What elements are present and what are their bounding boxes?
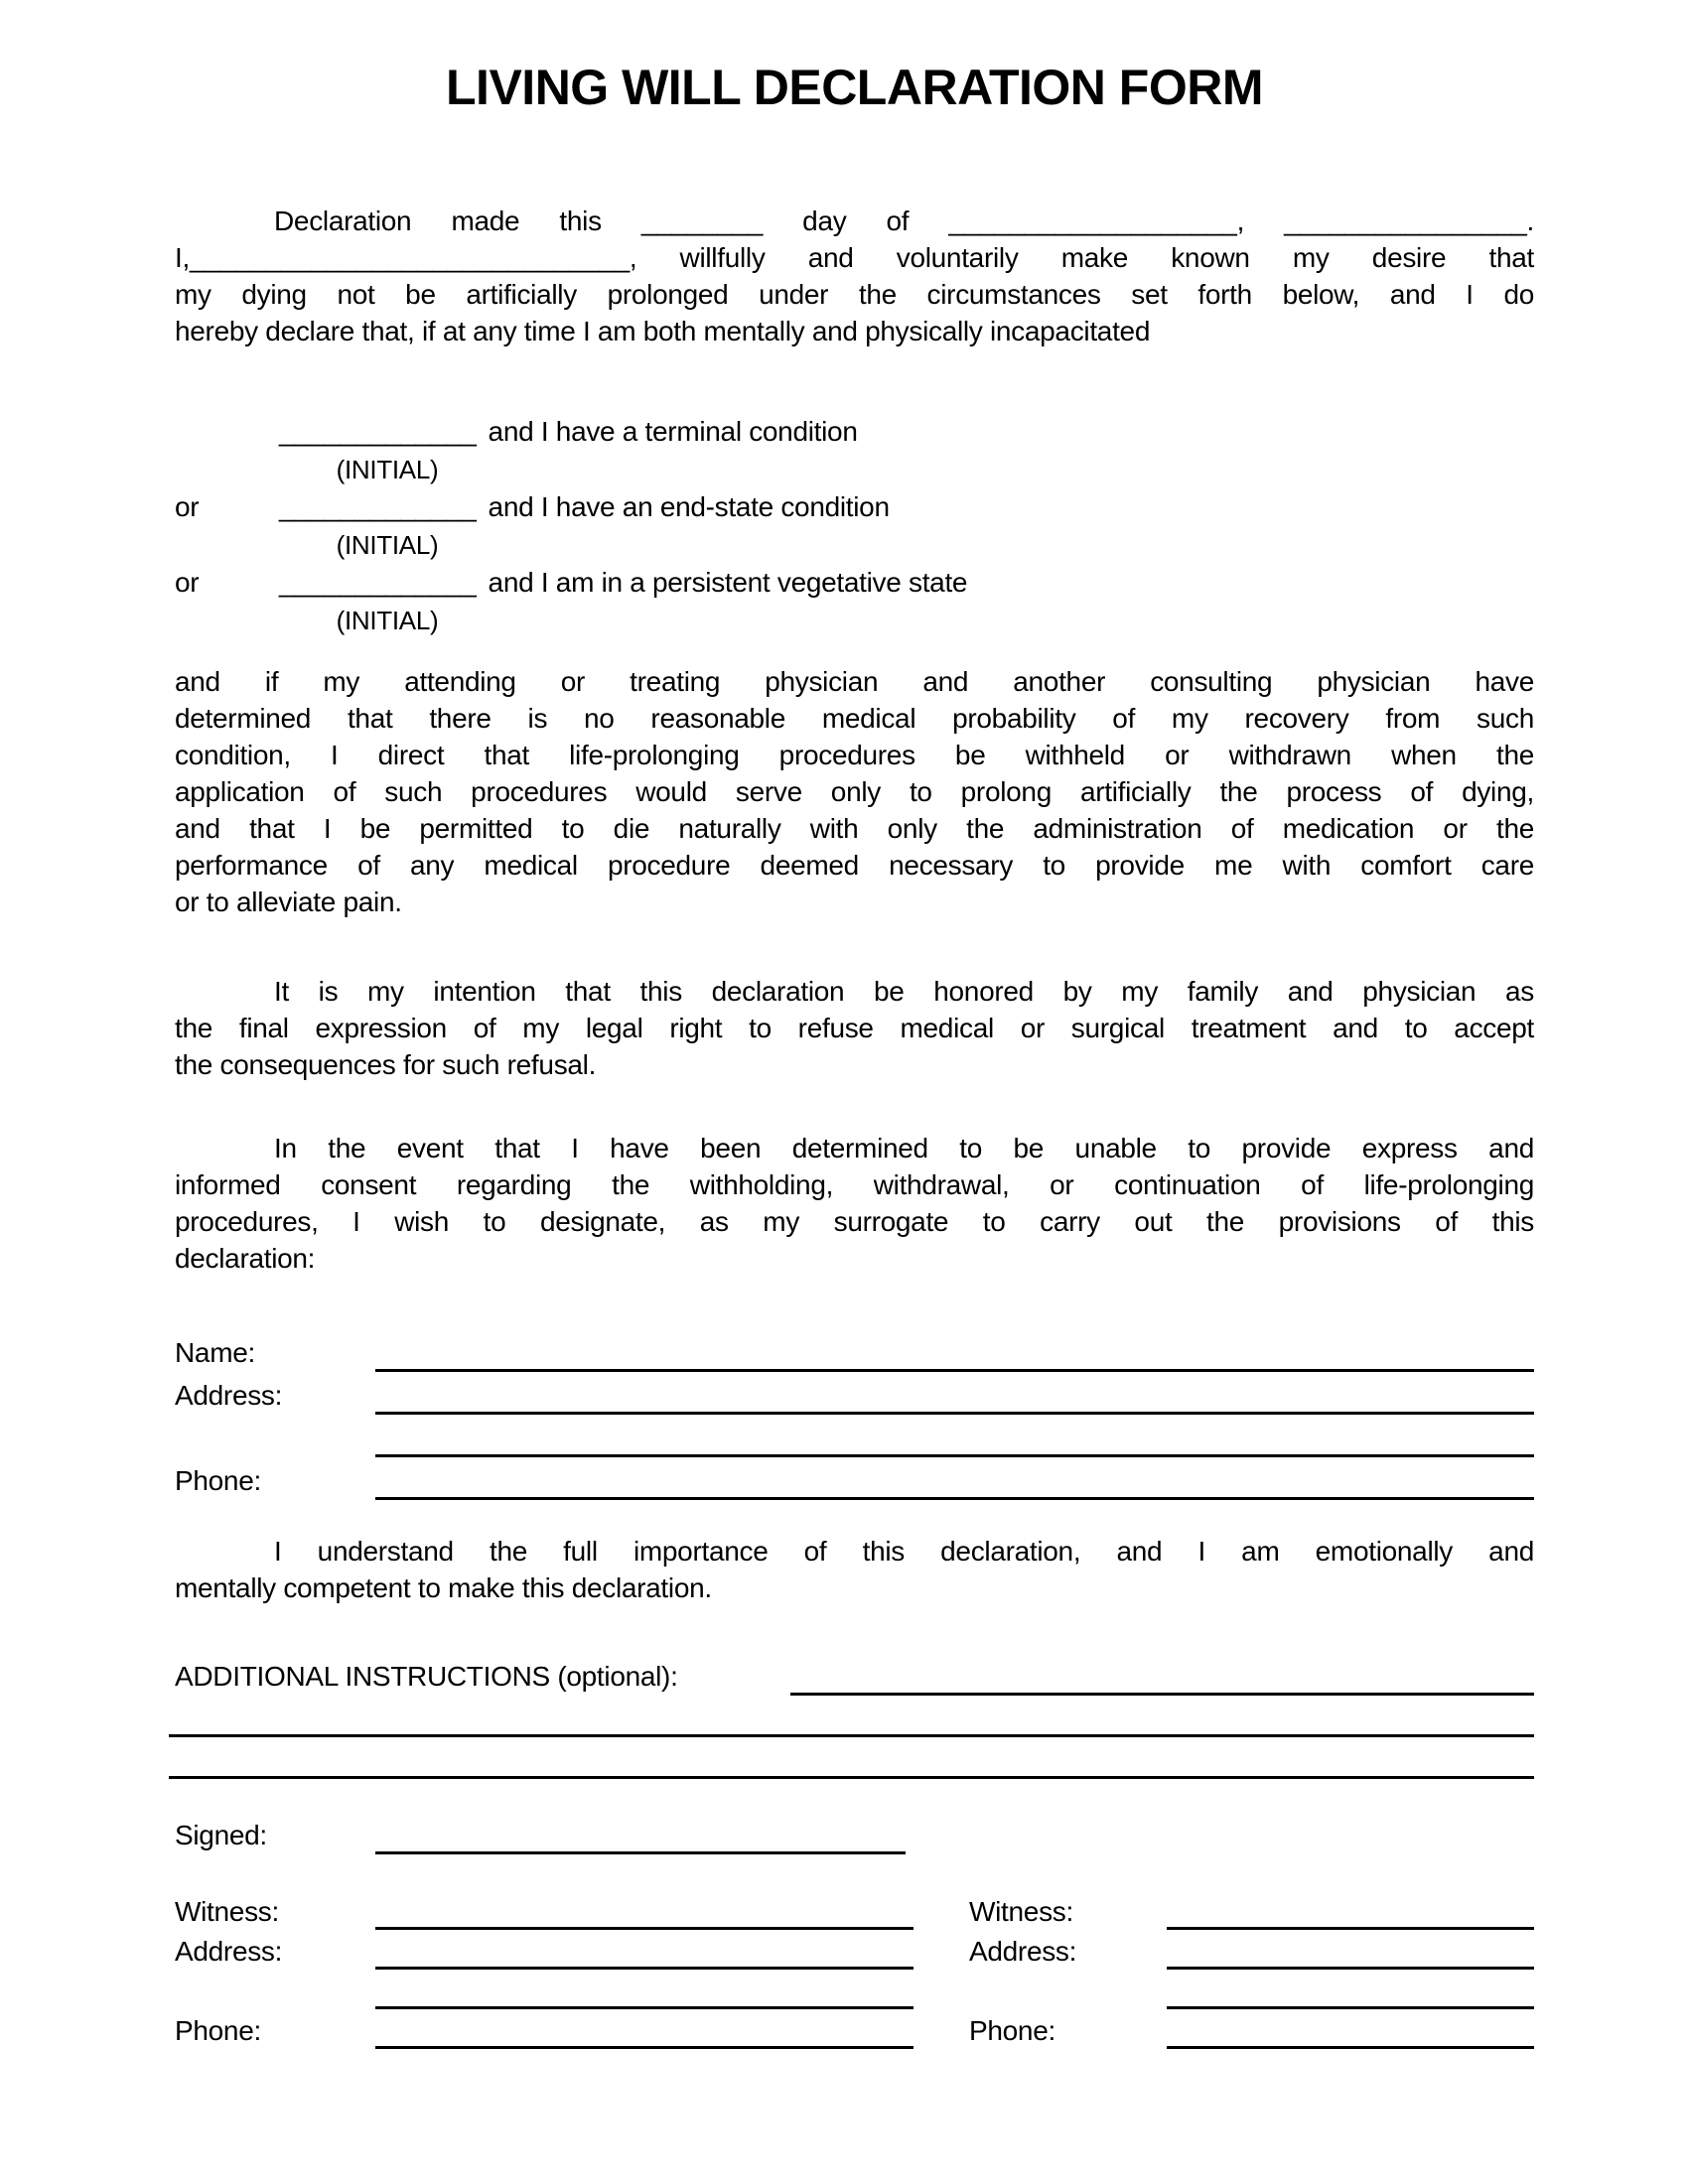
page-title: LIVING WILL DECLARATION FORM xyxy=(446,60,1263,115)
paragraph-line: the consequences for such refusal. xyxy=(175,1049,597,1080)
paragraph-line: condition, I direct that life-prolonging procedures be withheld or withdrawn when the xyxy=(175,740,1534,770)
name-row xyxy=(175,1329,1534,1372)
or-conjunction: or xyxy=(175,491,200,522)
paragraph-line: procedures, I wish to designate, as my surrogate to carry out the provisions of this xyxy=(175,1206,1534,1237)
paragraph-line: It is my intention that this declaration be honored by my family and physician as xyxy=(274,976,1534,1007)
witness2-address-label: Address: xyxy=(969,1936,1077,1967)
signed-label: Signed: xyxy=(175,1820,267,1850)
phone-label: Phone: xyxy=(175,1465,261,1496)
paragraph-line: application of such procedures would serve only to prolong artificially the process of dying, xyxy=(175,776,1534,807)
paragraph-line: performance of any medical procedure deemed necessary to provide me with comfort care xyxy=(175,850,1534,881)
additional-instructions-label: ADDITIONAL INSTRUCTIONS (optional): xyxy=(175,1661,678,1692)
witness2-phone-line[interactable] xyxy=(1167,2046,1534,2049)
witness-row xyxy=(175,1890,1534,1930)
condition-row-vegetative-state xyxy=(175,564,1534,602)
paragraph-line: I,_____________________________, willfully and voluntarily make known my desire that xyxy=(175,242,1534,273)
signed-section xyxy=(175,1811,1534,1854)
witness-phone-row xyxy=(175,2009,1534,2049)
witness1-phone-line[interactable] xyxy=(375,2046,914,2049)
paragraph-line: declaration: xyxy=(175,1243,316,1274)
witness1-label: Witness: xyxy=(175,1896,279,1927)
directive-paragraph xyxy=(175,663,1534,920)
address-label: Address: xyxy=(175,1380,283,1411)
additional-instructions-row xyxy=(175,1696,1534,1737)
paragraph-line: determined that there is no reasonable medical probability of my recovery from such xyxy=(175,703,1534,734)
paragraph-line: hereby declare that, if at any time I am both mentally and physically incapacitated xyxy=(175,316,1151,346)
paragraph-line: and that I be permitted to die naturally with only the administration of medication or the xyxy=(175,813,1534,844)
phone-line[interactable] xyxy=(375,1497,1534,1500)
signed-row xyxy=(175,1811,1534,1854)
witness1-address-label: Address: xyxy=(175,1936,283,1967)
paragraph-line: my dying not be artificially prolonged under the circumstances set forth below, and I do xyxy=(175,279,1534,310)
witness2-phone-label: Phone: xyxy=(969,2015,1055,2046)
address-row-2 xyxy=(175,1415,1534,1457)
additional-instructions-row xyxy=(175,1737,1534,1779)
condition-text: and I am in a persistent vegetative state xyxy=(488,567,968,598)
paragraph-line: or to alleviate pain. xyxy=(175,887,402,917)
paragraph-line: informed consent regarding the withholding, withdrawal, or continuation of life-prolonging xyxy=(175,1169,1534,1200)
paragraph-line: mentally competent to make this declaration. xyxy=(175,1572,712,1603)
initial-caption: (INITIAL) xyxy=(336,455,439,484)
paragraph-line: and if my attending or treating physician and another consulting physician have xyxy=(175,666,1534,697)
paragraph-line: In the event that I have been determined to be unable to provide express and xyxy=(274,1133,1534,1163)
initial-blank-field[interactable]: _____________ xyxy=(279,567,477,598)
surrogate-paragraph xyxy=(175,1130,1534,1277)
witness-section xyxy=(175,1890,1534,2049)
opening-paragraph xyxy=(175,203,1534,349)
competence-paragraph xyxy=(175,1533,1534,1606)
condition-text: and I have an end-state condition xyxy=(488,491,890,522)
intention-paragraph xyxy=(175,973,1534,1083)
phone-row xyxy=(175,1457,1534,1500)
paragraph-line: Declaration made this ________ day of ___________________, ________________. xyxy=(274,205,1534,236)
additional-instructions-row xyxy=(175,1652,1534,1696)
initial-blank-field[interactable]: _____________ xyxy=(279,491,477,522)
additional-instructions-line-3[interactable] xyxy=(169,1776,1534,1779)
surrogate-contact-fields xyxy=(175,1329,1534,1500)
condition-text: and I have a terminal condition xyxy=(488,416,858,447)
initial-caption: (INITIAL) xyxy=(336,606,439,635)
or-conjunction: or xyxy=(175,567,200,598)
witness1-phone-label: Phone: xyxy=(175,2015,261,2046)
paragraph-line: I understand the full importance of this declaration, and I am emotionally and xyxy=(274,1536,1534,1567)
condition-row-end-state xyxy=(175,488,1534,526)
name-label: Name: xyxy=(175,1337,255,1368)
condition-row-terminal xyxy=(175,413,1534,451)
additional-instructions-section xyxy=(175,1652,1534,1779)
address-row xyxy=(175,1372,1534,1415)
signed-line[interactable] xyxy=(375,1851,906,1854)
initial-caption: (INITIAL) xyxy=(336,530,439,560)
paragraph-line: the final expression of my legal right to refuse medical or surgical treatment and to accept xyxy=(175,1013,1534,1043)
witness-address-row-2 xyxy=(175,1970,1534,2009)
witness-address-row xyxy=(175,1930,1534,1970)
initial-blank-field[interactable]: _____________ xyxy=(279,416,477,447)
conditions-section xyxy=(175,413,1534,639)
witness2-label: Witness: xyxy=(969,1896,1073,1927)
